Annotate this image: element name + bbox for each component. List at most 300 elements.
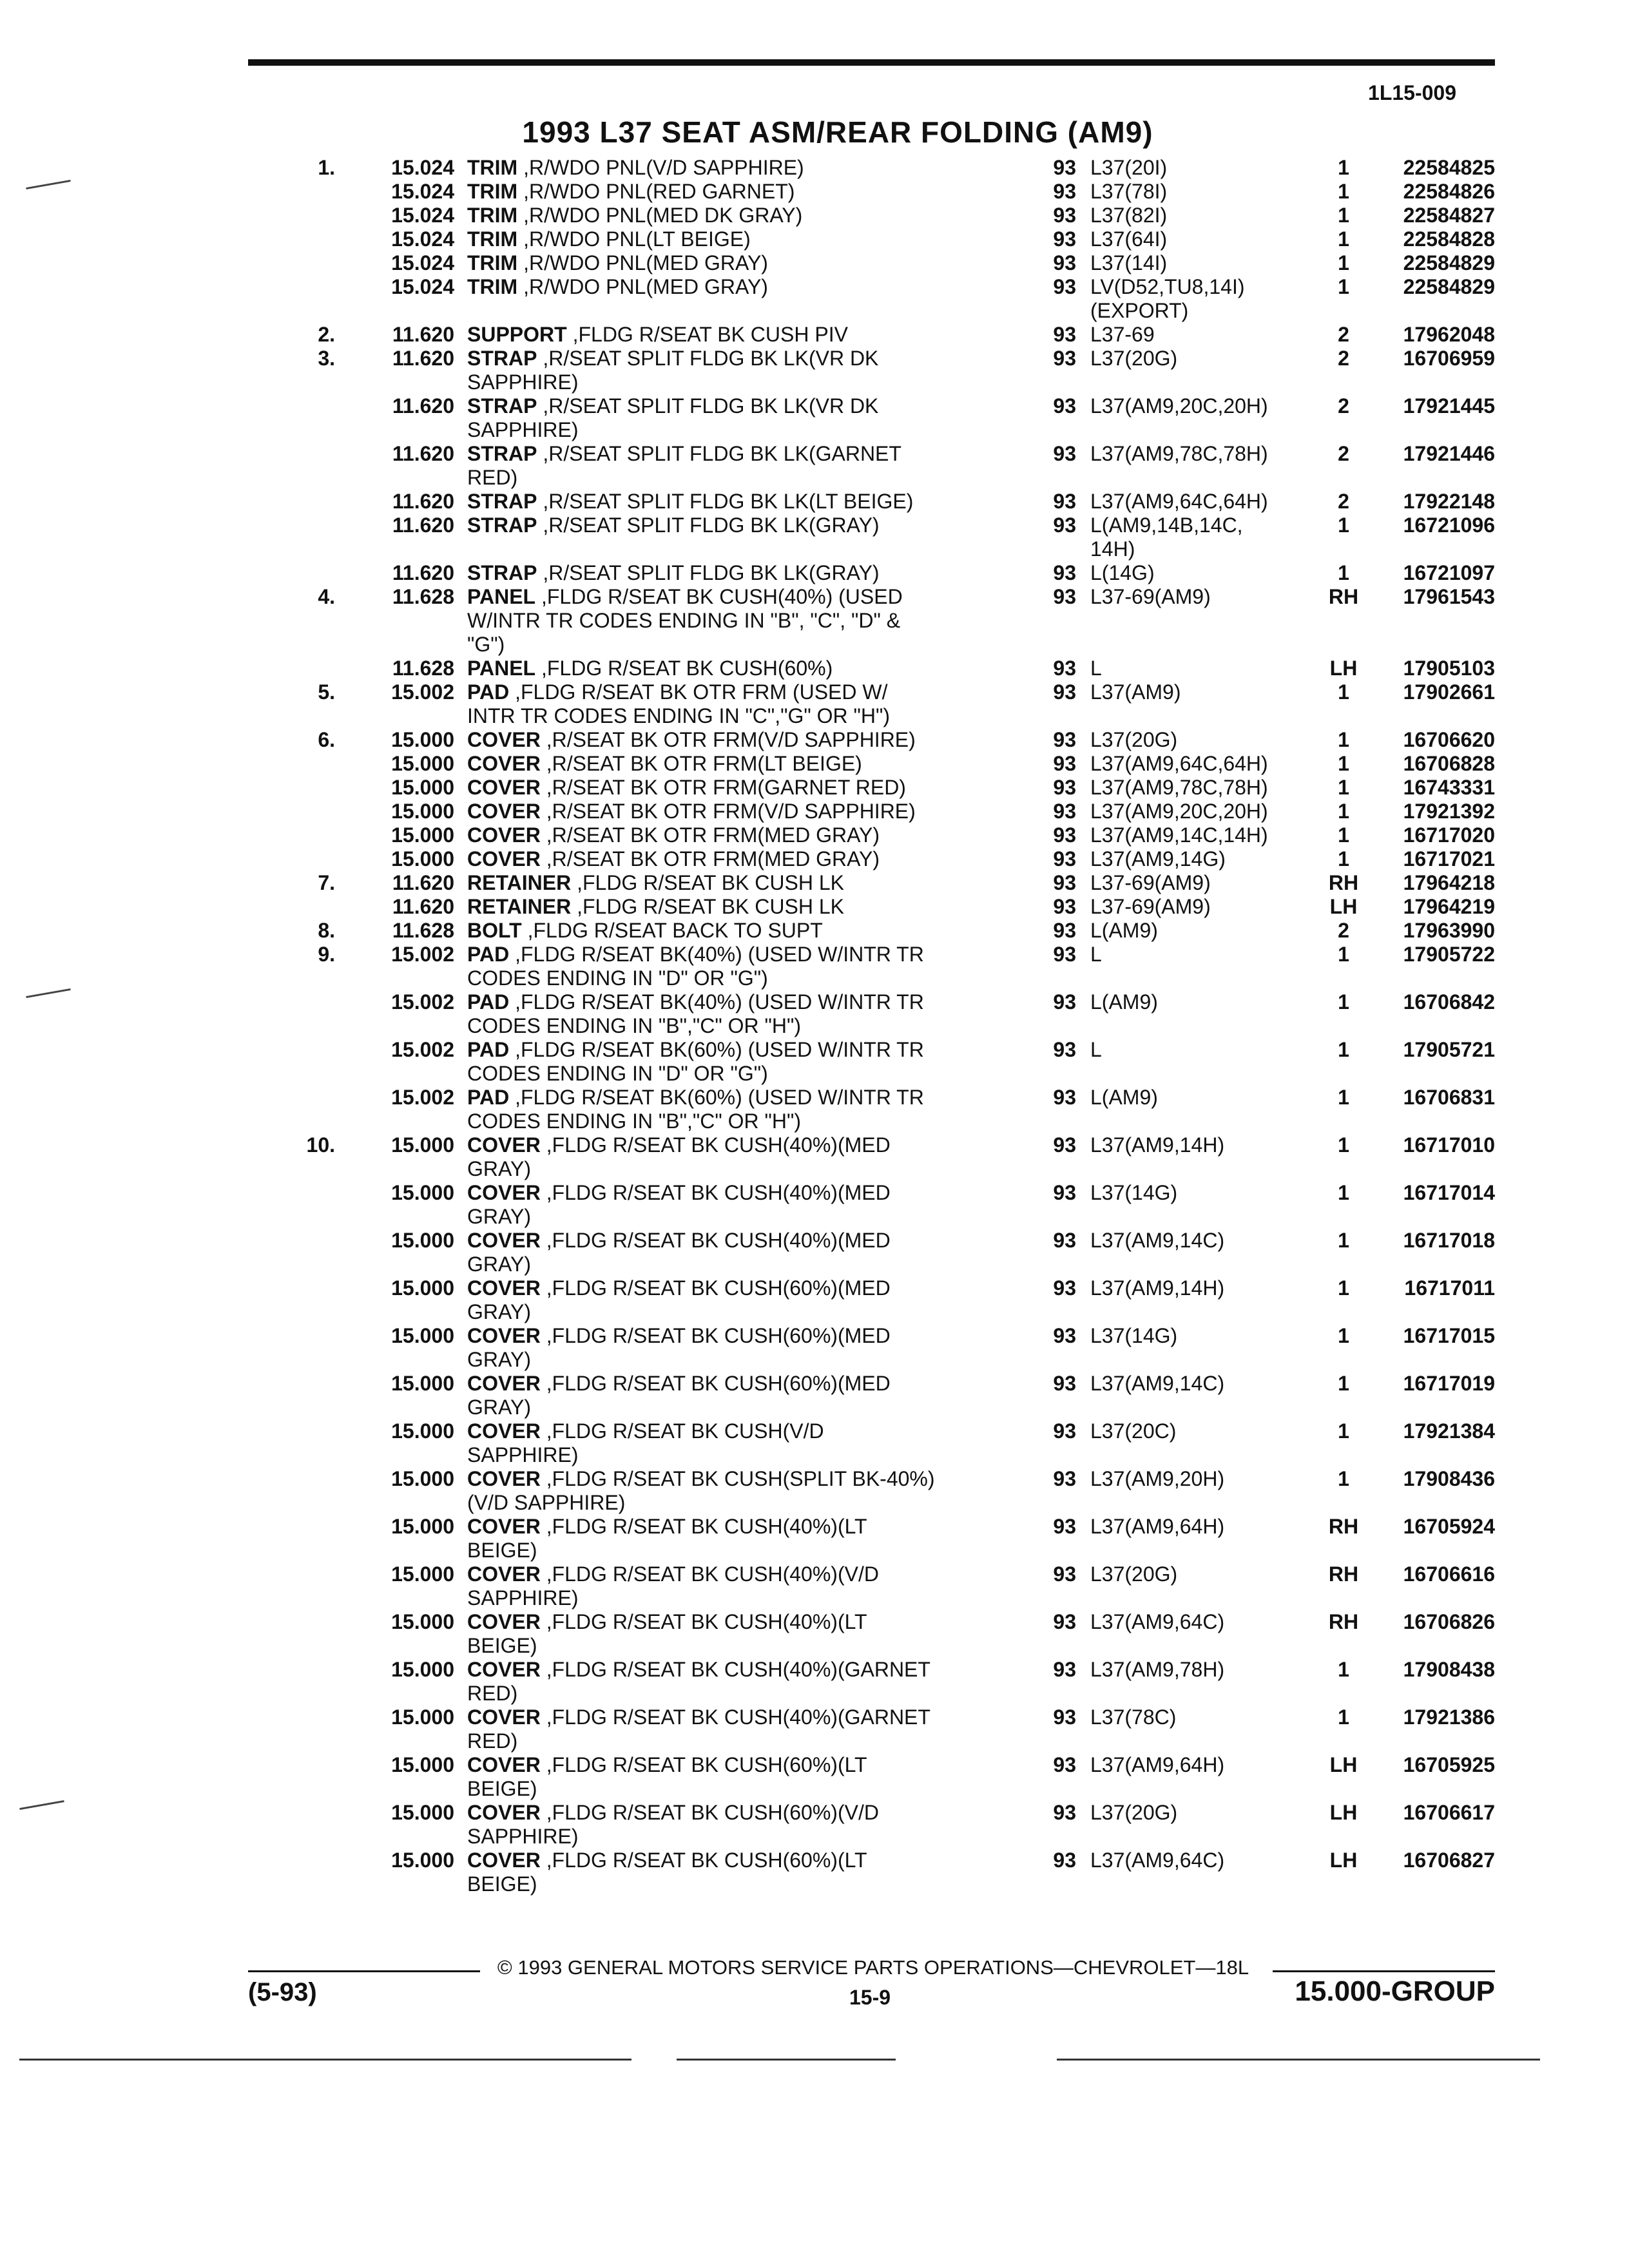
part-noun: COVER xyxy=(467,1658,541,1681)
model-line: L37(AM9,20H) xyxy=(1090,1467,1225,1490)
description-text: ,R/SEAT SPLIT FLDG BK LK(VR DK xyxy=(537,394,879,418)
description-text: ,R/WDO PNL(MED GRAY) xyxy=(517,251,768,274)
quantity: RH xyxy=(1328,1610,1359,1633)
model-usage xyxy=(1090,1562,1309,1586)
model-line: L37(20G) xyxy=(1090,1801,1178,1824)
quantity: 1 xyxy=(1338,227,1349,251)
part-description xyxy=(467,251,996,275)
quantity: 2 xyxy=(1338,394,1349,418)
table-row xyxy=(0,680,1629,728)
quantity: 1 xyxy=(1338,1419,1349,1443)
description-line xyxy=(467,156,996,180)
description-line xyxy=(467,442,996,466)
part-noun: COVER xyxy=(467,1801,541,1824)
description-line: GRAY) xyxy=(467,1300,531,1323)
description-line xyxy=(467,1562,996,1586)
model-year: 93 xyxy=(1053,1038,1076,1061)
quantity: LH xyxy=(1329,895,1358,918)
part-number: 17908436 xyxy=(1403,1467,1495,1490)
model-usage xyxy=(1090,323,1309,347)
description-line xyxy=(467,919,996,943)
table-row xyxy=(0,251,1629,275)
model-line: L37(AM9,64H) xyxy=(1090,1753,1225,1776)
model-line: L37(AM9,14C) xyxy=(1090,1372,1225,1395)
table-row xyxy=(0,1133,1629,1181)
description-line: SAPPHIRE) xyxy=(467,1443,579,1466)
part-noun: COVER xyxy=(467,728,541,751)
group-number: 15.002 xyxy=(391,1038,454,1061)
group-number: 11.620 xyxy=(392,895,454,918)
model-usage xyxy=(1090,1372,1309,1396)
description-text: ,FLDG R/SEAT BK CUSH(40%)(LT xyxy=(540,1515,867,1538)
part-noun: COVER xyxy=(467,1133,541,1157)
group-number: 15.000 xyxy=(391,1133,454,1157)
model-line: L37(AM9,78H) xyxy=(1090,1658,1225,1681)
group-number: 11.620 xyxy=(392,561,454,584)
model-line: L37(AM9,64C) xyxy=(1090,1849,1225,1872)
model-line: L37(14I) xyxy=(1090,251,1168,274)
part-noun: TRIM xyxy=(467,156,518,179)
description-text: ,R/SEAT SPLIT FLDG BK LK(GRAY) xyxy=(537,561,880,584)
description-text: ,FLDG R/SEAT BK CUSH(40%)(MED xyxy=(540,1181,891,1204)
part-noun: STRAP xyxy=(467,347,537,370)
model-year: 93 xyxy=(1053,1276,1076,1300)
model-year: 93 xyxy=(1053,1133,1076,1157)
table-row xyxy=(0,204,1629,227)
part-description xyxy=(467,1133,996,1181)
part-description xyxy=(467,180,996,204)
quantity: 1 xyxy=(1338,156,1349,179)
description-line xyxy=(467,227,996,251)
table-row xyxy=(0,990,1629,1038)
description-text: ,FLDG R/SEAT BK CUSH(40%)(GARNET xyxy=(540,1706,930,1729)
part-description xyxy=(467,871,996,895)
model-year: 93 xyxy=(1053,514,1076,537)
part-description xyxy=(467,943,996,990)
quantity: 1 xyxy=(1338,1038,1349,1061)
model-usage xyxy=(1090,585,1309,609)
part-noun: COVER xyxy=(467,1610,541,1633)
part-number: 17964218 xyxy=(1403,871,1495,894)
model-line: L(AM9) xyxy=(1090,1086,1158,1109)
part-noun: COVER xyxy=(467,1324,541,1347)
table-row xyxy=(0,1706,1629,1753)
model-usage xyxy=(1090,847,1309,871)
ref-number: 5. xyxy=(318,680,335,704)
model-usage xyxy=(1090,895,1309,919)
table-row xyxy=(0,1801,1629,1849)
group-number: 15.000 xyxy=(391,823,454,847)
description-text: ,FLDG R/SEAT BK(40%) (USED W/INTR TR xyxy=(509,990,924,1014)
part-number: 17921446 xyxy=(1403,442,1495,465)
description-text: ,R/SEAT SPLIT FLDG BK LK(LT BEIGE) xyxy=(537,490,914,513)
model-year: 93 xyxy=(1053,919,1076,942)
description-line xyxy=(467,490,996,514)
part-description xyxy=(467,919,996,943)
ref-number: 3. xyxy=(318,347,335,370)
model-year: 93 xyxy=(1053,895,1076,918)
part-noun: STRAP xyxy=(467,394,537,418)
description-line xyxy=(467,1229,996,1253)
model-usage xyxy=(1090,251,1309,275)
top-rule xyxy=(248,59,1495,66)
table-row xyxy=(0,776,1629,800)
model-year: 93 xyxy=(1053,800,1076,823)
group-number: 15.000 xyxy=(391,1276,454,1300)
model-usage xyxy=(1090,156,1309,180)
quantity: RH xyxy=(1328,585,1359,608)
description-text: ,FLDG R/SEAT BK CUSH(60%)(MED xyxy=(540,1324,891,1347)
part-description xyxy=(467,1753,996,1801)
part-description xyxy=(467,561,996,585)
group-number: 15.000 xyxy=(391,1229,454,1252)
group-number: 15.002 xyxy=(391,990,454,1014)
part-description xyxy=(467,728,996,752)
table-row xyxy=(0,1419,1629,1467)
model-year: 93 xyxy=(1053,657,1076,680)
quantity: RH xyxy=(1328,1562,1359,1586)
part-noun: COVER xyxy=(467,823,541,847)
part-noun: PAD xyxy=(467,1086,510,1109)
part-description xyxy=(467,776,996,800)
description-line xyxy=(467,1181,996,1205)
part-number: 16706827 xyxy=(1403,1849,1495,1872)
quantity: 1 xyxy=(1338,680,1349,704)
part-noun: TRIM xyxy=(467,275,518,298)
model-line: L37(14G) xyxy=(1090,1324,1178,1347)
quantity: 1 xyxy=(1338,1706,1349,1729)
model-usage xyxy=(1090,204,1309,227)
part-noun: COVER xyxy=(467,847,541,870)
group-number: 11.620 xyxy=(392,442,454,465)
model-line: L37(78C) xyxy=(1090,1706,1177,1729)
group-number: 11.628 xyxy=(392,585,454,608)
model-line: L37(AM9,20C,20H) xyxy=(1090,394,1268,418)
model-line: L xyxy=(1090,657,1102,680)
description-line xyxy=(467,514,996,537)
part-noun: COVER xyxy=(467,1419,541,1443)
model-year: 93 xyxy=(1053,1706,1076,1729)
model-usage xyxy=(1090,800,1309,823)
description-line xyxy=(467,204,996,227)
model-year: 93 xyxy=(1053,1324,1076,1347)
quantity: RH xyxy=(1328,1515,1359,1538)
model-usage xyxy=(1090,728,1309,752)
description-line xyxy=(467,871,996,895)
quantity: 1 xyxy=(1338,514,1349,537)
model-year: 93 xyxy=(1053,847,1076,870)
table-row xyxy=(0,1610,1629,1658)
table-row xyxy=(0,156,1629,180)
part-description xyxy=(467,1706,996,1753)
description-text: ,R/SEAT BK OTR FRM(V/D SAPPHIRE) xyxy=(540,800,916,823)
model-year: 93 xyxy=(1053,871,1076,894)
model-line: L xyxy=(1090,943,1102,966)
table-row xyxy=(0,1562,1629,1610)
model-year: 93 xyxy=(1053,680,1076,704)
model-line: L37(AM9,64C) xyxy=(1090,1610,1225,1633)
model-line: L37(AM9,14C) xyxy=(1090,1229,1225,1252)
part-noun: COVER xyxy=(467,1753,541,1776)
part-number: 17908438 xyxy=(1403,1658,1495,1681)
model-usage xyxy=(1090,680,1309,704)
group-number: 15.000 xyxy=(391,1753,454,1776)
part-noun: COVER xyxy=(467,1849,541,1872)
part-description xyxy=(467,800,996,823)
model-usage xyxy=(1090,1658,1309,1682)
group-number: 15.000 xyxy=(391,1181,454,1204)
model-line: L37(20G) xyxy=(1090,728,1178,751)
footer-rule-right xyxy=(1273,1970,1495,1972)
part-description xyxy=(467,1849,996,1896)
description-line: BEIGE) xyxy=(467,1872,537,1896)
part-number: 16717011 xyxy=(1404,1276,1495,1300)
quantity: 1 xyxy=(1338,990,1349,1014)
model-usage xyxy=(1090,394,1309,418)
group-number: 15.000 xyxy=(391,1658,454,1681)
part-noun: COVER xyxy=(467,1372,541,1395)
model-line: L37-69(AM9) xyxy=(1090,895,1211,918)
model-year: 93 xyxy=(1053,1801,1076,1824)
part-number: 17963990 xyxy=(1403,919,1495,942)
table-row xyxy=(0,1324,1629,1372)
page-title: 1993 L37 SEAT ASM/REAR FOLDING (AM9) xyxy=(522,115,1153,149)
quantity: 2 xyxy=(1338,347,1349,370)
part-number: 17921386 xyxy=(1403,1706,1495,1729)
table-row xyxy=(0,800,1629,823)
description-text: ,FLDG R/SEAT BK CUSH LK xyxy=(571,895,844,918)
group-number: 15.024 xyxy=(391,251,454,274)
description-text: ,FLDG R/SEAT BK CUSH(60%) xyxy=(535,657,833,680)
group-number: 11.620 xyxy=(392,514,454,537)
model-year: 93 xyxy=(1053,1467,1076,1490)
part-description xyxy=(467,990,996,1038)
group-number: 15.002 xyxy=(391,943,454,966)
table-row xyxy=(0,1086,1629,1133)
description-line xyxy=(467,680,996,704)
model-year: 93 xyxy=(1053,752,1076,775)
description-text: ,FLDG R/SEAT BK CUSH(V/D xyxy=(540,1419,824,1443)
part-number: 16717010 xyxy=(1403,1133,1495,1157)
part-description xyxy=(467,1562,996,1610)
part-noun: PANEL xyxy=(467,657,536,680)
part-noun: COVER xyxy=(467,800,541,823)
group-number: 15.000 xyxy=(391,847,454,870)
part-noun: COVER xyxy=(467,1181,541,1204)
model-line: L37(AM9,14H) xyxy=(1090,1276,1225,1300)
table-row xyxy=(0,1515,1629,1562)
quantity: 1 xyxy=(1338,1181,1349,1204)
description-line: CODES ENDING IN "D" OR "G") xyxy=(467,966,768,990)
part-noun: STRAP xyxy=(467,514,537,537)
quantity: 1 xyxy=(1338,800,1349,823)
model-line: L37(AM9,64C,64H) xyxy=(1090,490,1268,513)
table-row xyxy=(0,728,1629,752)
part-description xyxy=(467,1038,996,1086)
part-number: 16705924 xyxy=(1403,1515,1495,1538)
group-number: 11.620 xyxy=(392,394,454,418)
model-usage xyxy=(1090,442,1309,466)
part-description xyxy=(467,1467,996,1515)
part-number: 16706959 xyxy=(1403,347,1495,370)
part-noun: TRIM xyxy=(467,227,518,251)
model-year: 93 xyxy=(1053,1419,1076,1443)
description-line: W/INTR TR CODES ENDING IN "B", "C", "D" & xyxy=(467,609,901,632)
group-number: 15.000 xyxy=(391,1467,454,1490)
description-text: ,R/SEAT BK OTR FRM(LT BEIGE) xyxy=(540,752,862,775)
model-line: L37(AM9,78C,78H) xyxy=(1090,442,1268,465)
group-number: 15.000 xyxy=(391,776,454,799)
description-line xyxy=(467,347,996,370)
part-number: 17962048 xyxy=(1403,323,1495,346)
model-line: L37(AM9,14H) xyxy=(1090,1133,1225,1157)
part-description xyxy=(467,1229,996,1276)
quantity: LH xyxy=(1329,1849,1358,1872)
part-description xyxy=(467,657,996,680)
model-line: L xyxy=(1090,1038,1102,1061)
description-line: CODES ENDING IN "B","C" OR "H") xyxy=(467,1110,801,1133)
description-text: ,R/WDO PNL(RED GARNET) xyxy=(517,180,795,203)
description-line xyxy=(467,1276,996,1300)
part-number: 16721096 xyxy=(1403,514,1495,537)
model-usage xyxy=(1090,943,1309,966)
table-row xyxy=(0,180,1629,204)
part-noun: STRAP xyxy=(467,442,537,465)
description-text: ,R/WDO PNL(LT BEIGE) xyxy=(517,227,751,251)
part-number: 22584829 xyxy=(1403,251,1495,274)
part-number: 16706828 xyxy=(1403,752,1495,775)
part-noun: PAD xyxy=(467,680,510,704)
ref-number: 6. xyxy=(318,728,335,751)
part-number: 22584825 xyxy=(1403,156,1495,179)
part-number: 16706617 xyxy=(1403,1801,1495,1824)
model-year: 93 xyxy=(1053,204,1076,227)
part-description xyxy=(467,847,996,871)
model-line: L37-69 xyxy=(1090,323,1155,346)
description-text: ,FLDG R/SEAT BK CUSH(40%)(LT xyxy=(540,1610,867,1633)
part-description xyxy=(467,204,996,227)
model-line: L37(78I) xyxy=(1090,180,1168,203)
part-description xyxy=(467,394,996,442)
part-number: 17905722 xyxy=(1403,943,1495,966)
table-row xyxy=(0,657,1629,680)
group-number: 15.000 xyxy=(391,1706,454,1729)
description-line: INTR TR CODES ENDING IN "C","G" OR "H") xyxy=(467,704,891,727)
model-line: L(AM9) xyxy=(1090,919,1158,942)
description-line: BEIGE) xyxy=(467,1777,537,1800)
model-year: 93 xyxy=(1053,347,1076,370)
part-noun: SUPPORT xyxy=(467,323,567,346)
quantity: 1 xyxy=(1338,1324,1349,1347)
description-line xyxy=(467,895,996,919)
part-description xyxy=(467,752,996,776)
model-usage xyxy=(1090,1229,1309,1253)
description-line xyxy=(467,943,996,966)
model-usage xyxy=(1090,776,1309,800)
group-number: 15.024 xyxy=(391,204,454,227)
model-usage xyxy=(1090,1610,1309,1634)
description-line xyxy=(467,1706,996,1729)
description-line xyxy=(467,1467,996,1491)
model-year: 93 xyxy=(1053,1229,1076,1252)
description-text: ,FLDG R/SEAT BACK TO SUPT xyxy=(521,919,823,942)
model-usage xyxy=(1090,823,1309,847)
table-row xyxy=(0,585,1629,657)
description-text: ,FLDG R/SEAT BK(40%) (USED W/INTR TR xyxy=(509,943,924,966)
part-number: 16717021 xyxy=(1403,847,1495,870)
description-line: RED) xyxy=(467,1682,518,1705)
part-number: 16721097 xyxy=(1403,561,1495,584)
quantity: RH xyxy=(1328,871,1359,894)
part-noun: COVER xyxy=(467,1562,541,1586)
description-text: ,FLDG R/SEAT BK CUSH PIV xyxy=(566,323,848,346)
description-line xyxy=(467,1801,996,1825)
part-number: 17922148 xyxy=(1403,490,1495,513)
model-usage xyxy=(1090,347,1309,370)
table-row xyxy=(0,347,1629,394)
group-number: 15.000 xyxy=(391,1515,454,1538)
part-number: 17964219 xyxy=(1403,895,1495,918)
model-year: 93 xyxy=(1053,561,1076,584)
model-usage xyxy=(1090,490,1309,514)
model-line: L37(20G) xyxy=(1090,347,1178,370)
model-line: L(AM9,14B,14C, xyxy=(1090,514,1243,537)
model-year: 93 xyxy=(1053,1372,1076,1395)
description-text: ,FLDG R/SEAT BK CUSH(60%)(MED xyxy=(540,1276,891,1300)
part-number: 16717019 xyxy=(1403,1372,1495,1395)
model-year: 93 xyxy=(1053,1086,1076,1109)
description-line xyxy=(467,1753,996,1777)
part-number: 16743331 xyxy=(1403,776,1495,799)
model-usage xyxy=(1090,1181,1309,1205)
quantity: 1 xyxy=(1338,752,1349,775)
description-text: ,R/WDO PNL(MED GRAY) xyxy=(517,275,768,298)
table-row xyxy=(0,1038,1629,1086)
part-number: 22584827 xyxy=(1403,204,1495,227)
description-line: GRAY) xyxy=(467,1205,531,1228)
model-usage xyxy=(1090,1038,1309,1062)
part-noun: TRIM xyxy=(467,251,518,274)
group-number: 15.024 xyxy=(391,180,454,203)
model-line: L37(20G) xyxy=(1090,1562,1178,1586)
part-description xyxy=(467,1181,996,1229)
table-row xyxy=(0,227,1629,251)
group-number: 11.628 xyxy=(392,919,454,942)
quantity: 1 xyxy=(1338,1086,1349,1109)
model-usage xyxy=(1090,1276,1309,1300)
model-year: 93 xyxy=(1053,990,1076,1014)
description-line: SAPPHIRE) xyxy=(467,1825,579,1848)
model-year: 93 xyxy=(1053,180,1076,203)
model-usage xyxy=(1090,1086,1309,1110)
part-noun: STRAP xyxy=(467,490,537,513)
part-number: 22584826 xyxy=(1403,180,1495,203)
model-line: L37(AM9,64C,64H) xyxy=(1090,752,1268,775)
part-noun: BOLT xyxy=(467,919,522,942)
description-line xyxy=(467,823,996,847)
description-text: ,FLDG R/SEAT BK CUSH(40%)(MED xyxy=(540,1229,891,1252)
table-row xyxy=(0,1276,1629,1324)
description-text: ,R/SEAT SPLIT FLDG BK LK(VR DK xyxy=(537,347,879,370)
table-row xyxy=(0,943,1629,990)
part-number: 16705925 xyxy=(1403,1753,1495,1776)
group-number: 15.002 xyxy=(391,1086,454,1109)
part-noun: COVER xyxy=(467,1276,541,1300)
quantity: 1 xyxy=(1338,1229,1349,1252)
part-number: 17921384 xyxy=(1403,1419,1495,1443)
ref-number: 7. xyxy=(318,871,335,894)
part-noun: COVER xyxy=(467,1229,541,1252)
